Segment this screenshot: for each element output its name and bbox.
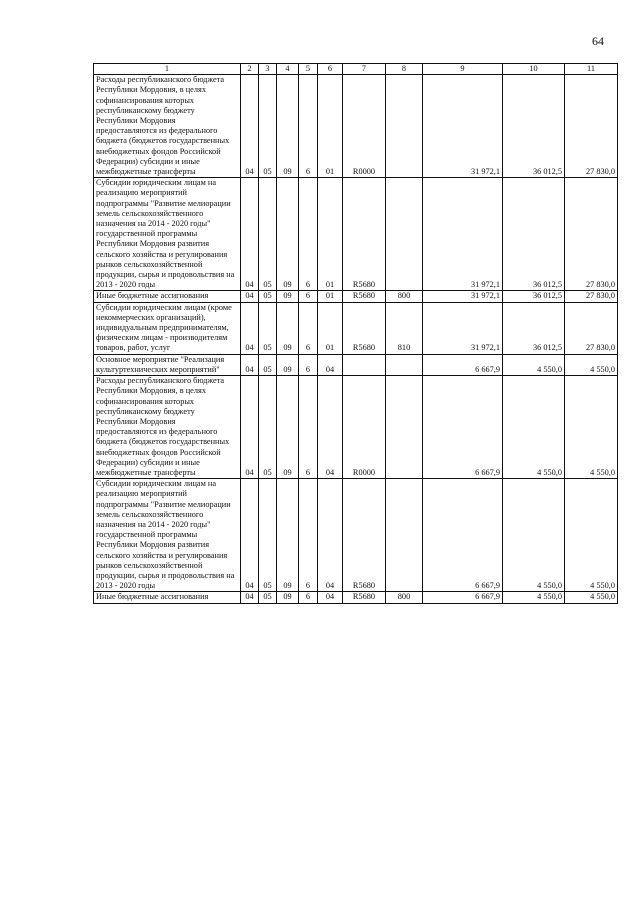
code-cell: 6: [299, 178, 318, 291]
amount-cell: 4 550,0: [565, 479, 618, 592]
table-header-row: [94, 64, 618, 75]
code-cell: 04: [318, 592, 343, 603]
amount-cell: 36 012,5: [503, 178, 565, 291]
amount-cell: 31 972,1: [423, 302, 503, 354]
code-cell: R5680: [343, 592, 386, 603]
code-cell: R5680: [343, 302, 386, 354]
code-cell: [386, 376, 423, 479]
code-cell: [386, 178, 423, 291]
column-header: 6: [318, 64, 343, 75]
amount-cell: 27 830,0: [565, 178, 618, 291]
code-cell: 6: [299, 354, 318, 375]
amount-cell: 31 972,1: [423, 178, 503, 291]
amount-cell: 27 830,0: [565, 75, 618, 178]
page-number: 64: [592, 34, 604, 48]
code-cell: 09: [277, 592, 299, 603]
column-header: 5: [299, 64, 318, 75]
code-cell: 09: [277, 376, 299, 479]
row-description: Субсидии юридическим лицам на реализацию мероприятий подпрограммы "Развитие мелиорации земель сельскохозяйственного назначения на 2014 - 2020 годы" государственной программы Республики Мордовия развития сельского хозяйства и регулирования рынков сельскохозяйственной продукции, сырья и продовольствия на 2013 - 2020 годы: [94, 178, 241, 291]
code-cell: 09: [277, 479, 299, 592]
code-cell: 04: [241, 376, 259, 479]
code-cell: [386, 479, 423, 592]
code-cell: [343, 354, 386, 375]
code-cell: 800: [386, 592, 423, 603]
table-row: [94, 376, 618, 479]
code-cell: 01: [318, 291, 343, 302]
code-cell: 04: [241, 354, 259, 375]
code-cell: R0000: [343, 75, 386, 178]
code-cell: 6: [299, 302, 318, 354]
amount-cell: 6 667,9: [423, 479, 503, 592]
column-header: 10: [503, 64, 565, 75]
amount-cell: 36 012,5: [503, 75, 565, 178]
code-cell: 09: [277, 291, 299, 302]
amount-cell: 4 550,0: [565, 354, 618, 375]
row-description: Иные бюджетные ассигнования: [94, 592, 241, 603]
column-header: 8: [386, 64, 423, 75]
column-header: 7: [343, 64, 386, 75]
code-cell: R5680: [343, 479, 386, 592]
code-cell: 04: [241, 479, 259, 592]
table-row: [94, 479, 618, 592]
code-cell: [386, 354, 423, 375]
amount-cell: 36 012,5: [503, 291, 565, 302]
code-cell: 09: [277, 75, 299, 178]
table-row: [94, 302, 618, 354]
column-header: 2: [241, 64, 259, 75]
table-row: [94, 178, 618, 291]
amount-cell: 6 667,9: [423, 354, 503, 375]
amount-cell: 27 830,0: [565, 302, 618, 354]
amount-cell: 4 550,0: [565, 376, 618, 479]
code-cell: 6: [299, 592, 318, 603]
code-cell: 09: [277, 178, 299, 291]
column-header: 9: [423, 64, 503, 75]
row-description: Расходы республиканского бюджета Республики Мордовия, в целях софинансирования которых республиканскому бюджету Республики Мордовия предоставляются из федерального бюджета (бюджетов государственных внебюджетных фондов Российской Федерации) субсидии и иные межбюджетные трансферты: [94, 376, 241, 479]
code-cell: 800: [386, 291, 423, 302]
amount-cell: 4 550,0: [503, 479, 565, 592]
row-description: Иные бюджетные ассигнования: [94, 291, 241, 302]
code-cell: 09: [277, 354, 299, 375]
amount-cell: 31 972,1: [423, 75, 503, 178]
table-row: [94, 354, 618, 375]
code-cell: 05: [259, 479, 277, 592]
code-cell: 810: [386, 302, 423, 354]
code-cell: 04: [318, 479, 343, 592]
code-cell: [386, 75, 423, 178]
code-cell: 04: [318, 354, 343, 375]
code-cell: 01: [318, 178, 343, 291]
code-cell: 04: [241, 75, 259, 178]
row-description: Расходы республиканского бюджета Республики Мордовия, в целях софинансирования которых республиканскому бюджету Республики Мордовия предоставляются из федерального бюджета (бюджетов государственных внебюджетных фондов Российской Федерации) субсидии и иные межбюджетные трансферты: [94, 75, 241, 178]
column-header: 1: [94, 64, 241, 75]
code-cell: 01: [318, 302, 343, 354]
amount-cell: 4 550,0: [503, 592, 565, 603]
row-description: Субсидии юридическим лицам (кроме некоммерческих организаций), индивидуальным предпринимателям, физическим лицам - производителям товаров, работ, услуг: [94, 302, 241, 354]
code-cell: 05: [259, 302, 277, 354]
row-description: Основное мероприятие "Реализация культуртехнических мероприятий": [94, 354, 241, 375]
code-cell: 6: [299, 291, 318, 302]
amount-cell: 36 012,5: [503, 302, 565, 354]
code-cell: 6: [299, 376, 318, 479]
code-cell: 05: [259, 291, 277, 302]
amount-cell: 4 550,0: [565, 592, 618, 603]
column-header: 3: [259, 64, 277, 75]
code-cell: 05: [259, 178, 277, 291]
amount-cell: 31 972,1: [423, 291, 503, 302]
code-cell: R5680: [343, 291, 386, 302]
code-cell: 6: [299, 75, 318, 178]
code-cell: 05: [259, 376, 277, 479]
code-cell: R5680: [343, 178, 386, 291]
code-cell: 04: [318, 376, 343, 479]
budget-table: [93, 63, 618, 604]
code-cell: 04: [241, 592, 259, 603]
amount-cell: 6 667,9: [423, 376, 503, 479]
code-cell: 09: [277, 302, 299, 354]
code-cell: 6: [299, 479, 318, 592]
table-row: [94, 291, 618, 302]
code-cell: 01: [318, 75, 343, 178]
code-cell: R0000: [343, 376, 386, 479]
amount-cell: 27 830,0: [565, 291, 618, 302]
amount-cell: 6 667,9: [423, 592, 503, 603]
amount-cell: 4 550,0: [503, 354, 565, 375]
row-description: Субсидии юридическим лицам на реализацию мероприятий подпрограммы "Развитие мелиорации земель сельскохозяйственного назначения на 2014 - 2020 годы" государственной программы Республики Мордовия развития сельского хозяйства и регулирования рынков сельскохозяйственной продукции, сырья и продовольствия на 2013 - 2020 годы: [94, 479, 241, 592]
code-cell: 04: [241, 302, 259, 354]
code-cell: 04: [241, 178, 259, 291]
column-header: 11: [565, 64, 618, 75]
table-row: [94, 592, 618, 603]
table-row: [94, 75, 618, 178]
code-cell: 05: [259, 354, 277, 375]
code-cell: 04: [241, 291, 259, 302]
column-header: 4: [277, 64, 299, 75]
code-cell: 05: [259, 592, 277, 603]
code-cell: 05: [259, 75, 277, 178]
amount-cell: 4 550,0: [503, 376, 565, 479]
